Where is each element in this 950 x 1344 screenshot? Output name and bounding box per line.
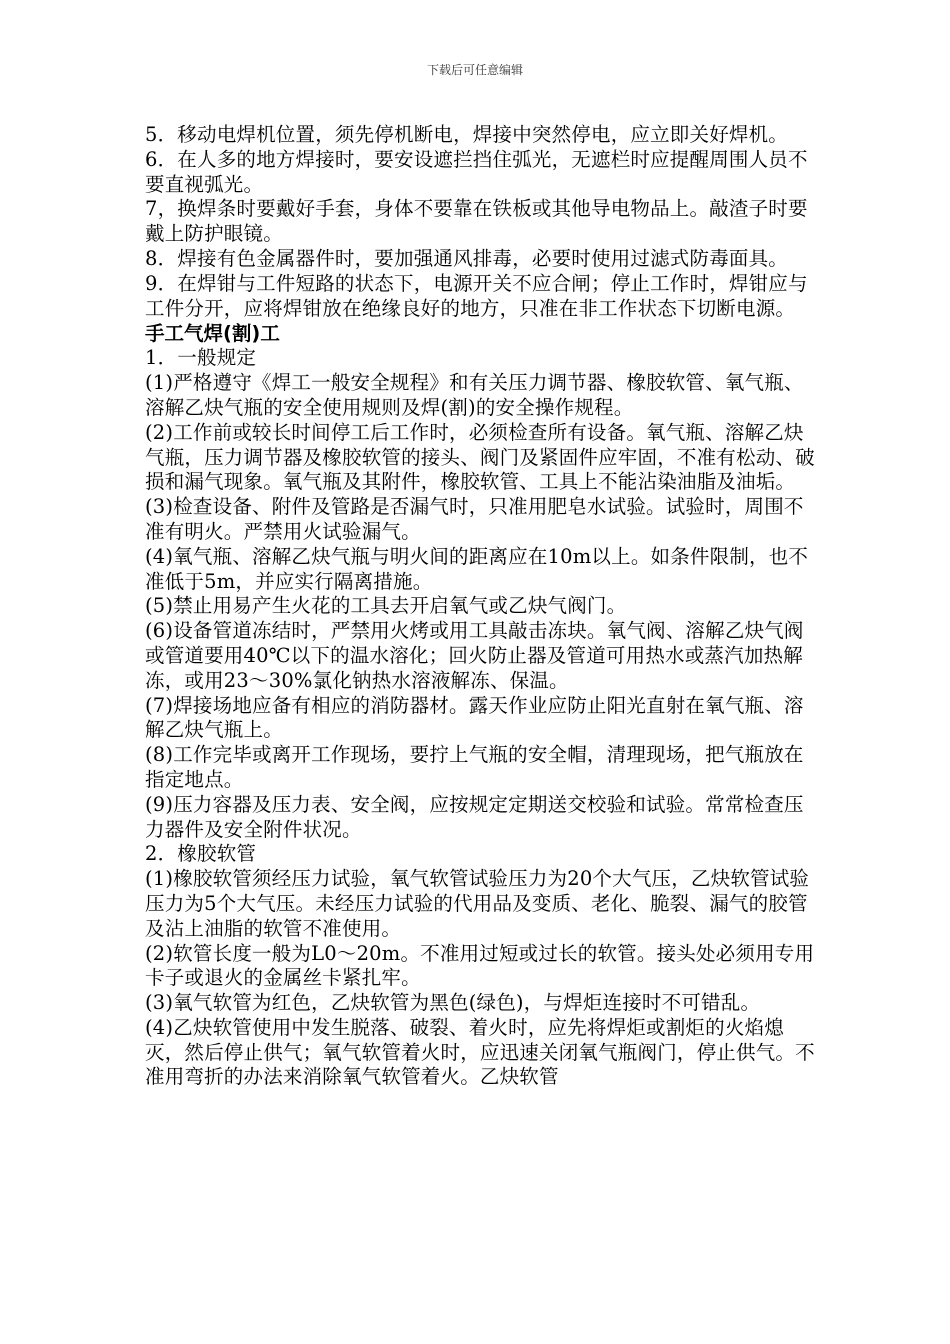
rule-2-1: (1)橡胶软管须经压力试验，氧气软管试验压力为20个大气压，乙炔软管试验压力为5个大气压。未经压力试验的代用品及变质、老化、脆裂、漏气的胶管及沾上油脂的软管不准使用。 (145, 867, 810, 940)
subsection-general-rules: 1．一般规定 (145, 346, 257, 370)
rule-1-8: (8)工作完毕或离开工作现场，要拧上气瓶的安全帽，清理现场，把气瓶放在指定地点。 (145, 743, 804, 791)
paragraph-item-5: 5．移动电焊机位置，须先停机断电，焊接中突然停电，应立即关好焊机。 (145, 123, 789, 146)
paragraph-item-9: 9．在焊钳与工件短路的状态下，电源开关不应合闸；停止工作时，焊钳应与工件分开，应将焊钳放在绝缘良好的地方，只准在非工作状态下切断电源。 (145, 271, 808, 320)
paragraph-item-6: 6．在人多的地方焊接时，要安设遮拦挡住弧光，无遮栏时应提醒周围人员不要直视弧光。 (145, 147, 808, 196)
rule-2-4: (4)乙炔软管使用中发生脱落、破裂、着火时，应先将焊炬或割炬的火焰熄灭，然后停止供气；氧气软管着火时，应迅速关闭氧气瓶阀门，停止供气。不准用弯折的办法来消除氧气软管着火。乙炔软管 (145, 1015, 815, 1089)
rule-1-4: (4)氧气瓶、溶解乙炔气瓶与明火间的距离应在10m以上。如条件限制，也不准低于5m，并应实行隔离措施。 (145, 544, 809, 593)
rule-1-1: (1)严格遵守《焊工一般安全规程》和有关压力调节器、橡胶软管、氧气瓶、溶解乙炔气瓶的安全使用规则及焊(割)的安全操作规程。 (145, 371, 804, 419)
subsection-rubber-hose: 2．橡胶软管 (145, 842, 257, 866)
paragraph-item-8: 8．焊接有色金属器件时，要加强通风排毒，必要时使用过滤式防毒面具。 (145, 246, 789, 270)
rule-1-9: (9)压力容器及压力表、安全阀，应按规定定期送交校验和试验。常常检查压力器件及安全附件状况。 (145, 792, 804, 841)
rule-2-3: (3)氧气软管为红色，乙炔软管为黑色(绿色)，与焊炬连接时不可错乱。 (145, 991, 761, 1015)
rule-1-6: (6)设备管道冻结时，严禁用火烤或用工具敲击冻块。氧气阀、溶解乙炔气阀或管道要用40℃以下的温水溶化；回火防止器及管道可用热水或蒸汽加热解冻，或用23～30%氯化钠热水溶液解冻、保温。 (145, 619, 804, 692)
rule-1-3: (3)检查设备、附件及管路是否漏气时，只准用肥皂水试验。试验时，周围不准有明火。严禁用火试验漏气。 (145, 495, 804, 543)
rule-1-7: (7)焊接场地应备有相应的消防器材。露天作业应防止阳光直射在氧气瓶、溶解乙炔气瓶上。 (145, 693, 804, 742)
rule-2-2: (2)软管长度一般为L0～20m。不准用过短或过长的软管。接头处必须用专用卡子或退火的金属丝卡紧扎牢。 (145, 941, 815, 990)
document-body (145, 123, 820, 1090)
rule-1-5: (5)禁止用易产生火花的工具去开启氧气或乙炔气阀门。 (145, 594, 627, 618)
page-header-note: 下载后可任意编辑 (426, 63, 523, 77)
section-heading-gas-welding: 手工气焊(割)工 (145, 322, 280, 346)
paragraph-item-7: 7，换焊条时要戴好手套，身体不要靠在铁板或其他导电物品上。敲渣子时要戴上防护眼镜。 (145, 197, 808, 246)
rule-1-2: (2)工作前或较长时间停工后工作时，必须检查所有设备。氧气瓶、溶解乙炔气瓶，压力调节器及橡胶软管的接头、阀门及紧固件应牢固，不准有松动、破损和漏气现象。氧气瓶及其附件，橡胶软管、工具上不能沾染油脂及油垢。 (145, 420, 815, 494)
